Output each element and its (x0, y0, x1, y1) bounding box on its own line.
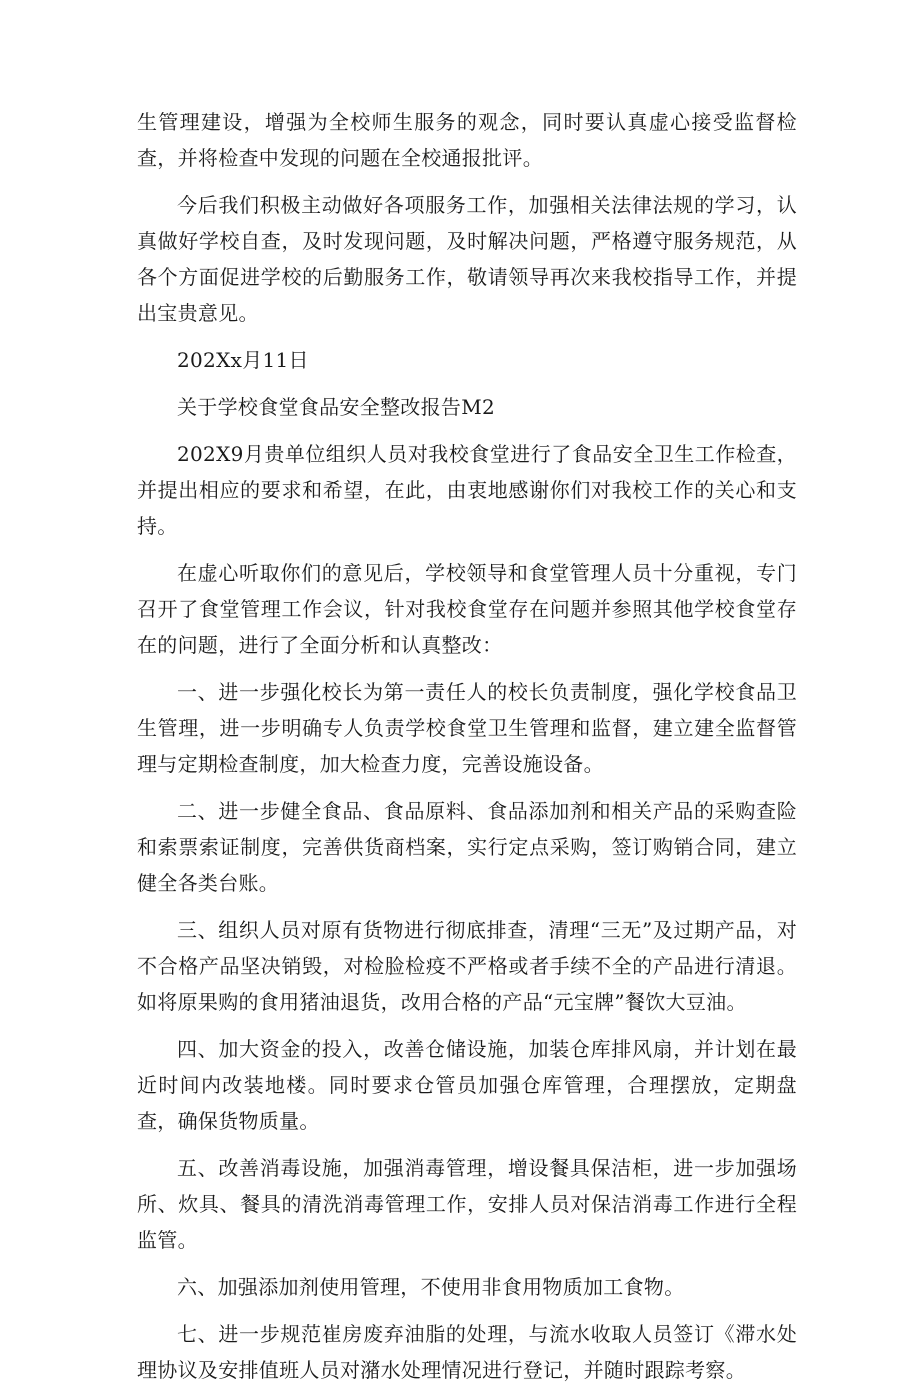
rectification-item-6: 六、加强添加剂使用管理，不使用非食用物质加工食物。 (177, 1275, 685, 1299)
paragraph-closing: 今后我们积极主动做好各项服务工作，加强相关法律法规的学习，认真做好学校自查，及时发现问题，及时解决问题，严格遵守服务规范，从各个方面促进学校的后勤服务工作，敬请领导再次来我校指导工作，并提出宝贵意见。 (137, 193, 797, 325)
rectification-item-7: 七、进一步规范崔房废弃油脂的处理，与流水收取人员签订《滞水处理协议及安排值班人员对潴水处理情况进行登记，并随时跟踪考察。 (137, 1322, 797, 1382)
rectification-item-3: 三、组织人员对原有货物进行彻底排查，清理“三无”及过期产品，对不合格产品坚决销毁，对检脸检疫不严格或者手续不全的产品进行清退。如将原果购的食用猪油退货，改用合格的产品“元宝牌”餐饮大豆油。 (137, 918, 797, 1014)
report-date: 202Xx月11日 (177, 348, 309, 372)
rectification-item-4: 四、加大资金的投入，改善仓储设施，加装仓库排风扇，并计划在最近时间内改装地楼。同时要求仓管员加强仓库管理，合理摆放，定期盘查，确保货物质量。 (137, 1037, 797, 1133)
paragraph-continuation: 生管理建设，增强为全校师生服务的观念，同时要认真虚心接受监督检查，并将检查中发现的问题在全校通报批评。 (137, 110, 797, 170)
document-body (137, 104, 797, 1399)
paragraph-response: 在虚心听取你们的意见后，学校领导和食堂管理人员十分重视，专门召开了食堂管理工作会议，针对我校食堂存在问题并参照其他学校食堂存在的问题，进行了全面分析和认真整改： (137, 561, 797, 657)
paragraph-intro: 202X9月贵单位组织人员对我校食堂进行了食品安全卫生工作检查，并提出相应的要求和希望，在此，由衷地感谢你们对我校工作的关心和支持。 (137, 442, 797, 538)
rectification-item-5: 五、改善消毒设施，加强消毒管理，增设餐具保洁柜，进一步加强场所、炊具、餐具的清洗消毒管理工作，安排人员对保洁消毒工作进行全程监管。 (137, 1156, 797, 1252)
rectification-item-1: 一、进一步强化校长为第一责任人的校长负责制度，强化学校食品卫生管理，进一步明确专人负责学校食堂卫生管理和监督，建立建全监督管理与定期检查制度，加大检查力度，完善设施设备。 (137, 680, 797, 776)
rectification-item-2: 二、进一步健全食品、食品原料、食品添加剂和相关产品的采购查险和索票索证制度，完善供货商档案，实行定点采购，签订购销合同，建立健全各类台账。 (137, 799, 797, 895)
report-title: 关于学校食堂食品安全整改报告M2 (177, 395, 496, 419)
